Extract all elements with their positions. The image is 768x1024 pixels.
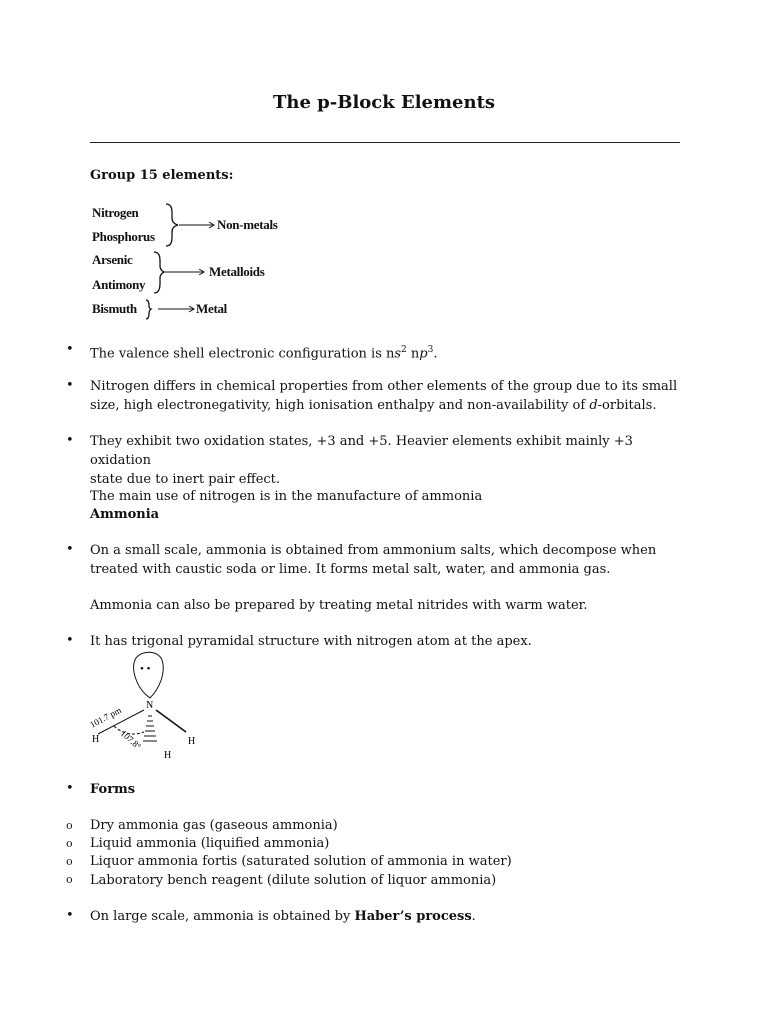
bullet-marker: • xyxy=(66,542,74,557)
metal-label: Metal xyxy=(196,301,227,316)
line2-post: -orbitals. xyxy=(597,398,657,413)
small-scale-line1: On a small scale, ammonia is obtained from ammonium salts, which decompose when xyxy=(90,543,657,558)
form-item: Dry ammonia gas (gaseous ammonia) xyxy=(90,818,338,833)
bullet-marker: • xyxy=(66,433,74,448)
hydrogen-bottom-label: H xyxy=(164,750,172,761)
ammonia-structure-diagram xyxy=(84,648,214,764)
form-item: Laboratory bench reagent (dilute solution of liquor ammonia) xyxy=(90,873,497,888)
brace-nonmetals xyxy=(166,204,178,246)
nitrides-note: Ammonia can also be prepared by treating metal nitrides with warm water. xyxy=(90,598,588,613)
forms-heading: Forms xyxy=(90,782,136,797)
valence-p: p xyxy=(419,346,428,362)
bond-length-label: 101.7 pm xyxy=(88,704,123,730)
valence-n2: n xyxy=(406,346,420,362)
habers-pre: On large scale, ammonia is obtained by xyxy=(90,909,355,924)
bullet-trigonal: It has trigonal pyramidal structure with nitrogen atom at the apex. xyxy=(90,634,532,649)
line2-pre: size, high electronegativity, high ionisation enthalpy and non-availability of xyxy=(90,398,590,413)
valence-text: The valence shell electronic configuration is xyxy=(90,346,386,362)
sub-bullet-marker: o xyxy=(66,855,73,868)
element-antimony: Antimony xyxy=(92,277,146,292)
brace-metal xyxy=(146,300,151,319)
bullet-marker: • xyxy=(66,342,74,357)
form-item: Liquor ammonia fortis (saturated solution of ammonia in water) xyxy=(90,854,512,869)
sub-bullet-marker: o xyxy=(66,819,73,832)
lone-pair-dots: • • xyxy=(140,663,151,675)
lone-pair-orbital xyxy=(134,652,164,698)
brace-metalloids xyxy=(154,252,164,293)
nitrogen-differs-line1: Nitrogen differs in chemical properties from other elements of the group due to its small xyxy=(90,379,678,394)
habers-process-bold: Haber’s process xyxy=(354,909,472,924)
bullet-oxidation-states xyxy=(90,432,690,489)
element-bismuth: Bismuth xyxy=(92,301,137,316)
bullet-small-scale xyxy=(90,541,690,579)
habers-end: . xyxy=(471,909,476,924)
element-phosphorus: Phosphorus xyxy=(92,229,155,244)
valence-sup-3: 3 xyxy=(427,345,434,355)
form-item: Liquid ammonia (liquified ammonia) xyxy=(90,836,330,851)
bullet-habers-process xyxy=(90,907,476,926)
nitrogen-atom-label: N xyxy=(146,700,154,711)
nonmetals-label: Non-metals xyxy=(217,217,278,232)
bond-right xyxy=(156,710,186,732)
oxidation-line1: They exhibit two oxidation states, +3 and +5. Heavier elements exhibit mainly +3 oxidation xyxy=(90,434,633,468)
bullet-marker: • xyxy=(66,781,74,796)
title-divider xyxy=(90,142,680,143)
valence-end: . xyxy=(433,346,438,362)
valence-sup-2: 2 xyxy=(401,345,407,355)
valence-s: s xyxy=(394,346,402,362)
bullet-marker: • xyxy=(66,378,74,393)
oxidation-line2: state due to inert pair effect. xyxy=(90,472,281,487)
element-arsenic: Arsenic xyxy=(92,252,133,267)
bullet-valence-config xyxy=(90,341,438,363)
classification-braces-arrows xyxy=(140,200,230,320)
nitrogen-use-note: The main use of nitrogen is in the manufacture of ammonia xyxy=(90,489,483,504)
hydrogen-right-label: H xyxy=(188,736,196,747)
sub-bullet-marker: o xyxy=(66,873,73,886)
line2-d: d xyxy=(589,398,598,413)
metalloids-label: Metalloids xyxy=(209,264,265,279)
hashed-bond xyxy=(143,716,157,741)
bullet-nitrogen-differs xyxy=(90,377,690,415)
valence-n1: n xyxy=(386,346,395,362)
sub-bullet-marker: o xyxy=(66,837,73,850)
bullet-marker: • xyxy=(66,633,74,648)
nitrogen-differs-line2 xyxy=(90,396,690,415)
bond-angle-label: 107.8° xyxy=(118,728,144,752)
ammonia-heading: Ammonia xyxy=(90,507,160,522)
small-scale-line2: treated with caustic soda or lime. It forms metal salt, water, and ammonia gas. xyxy=(90,562,611,577)
hydrogen-left-label: H xyxy=(92,734,100,745)
bullet-marker: • xyxy=(66,908,74,923)
group-heading: Group 15 elements: xyxy=(90,168,234,183)
page-title: The p-Block Elements xyxy=(272,92,496,113)
element-nitrogen: Nitrogen xyxy=(92,205,139,220)
